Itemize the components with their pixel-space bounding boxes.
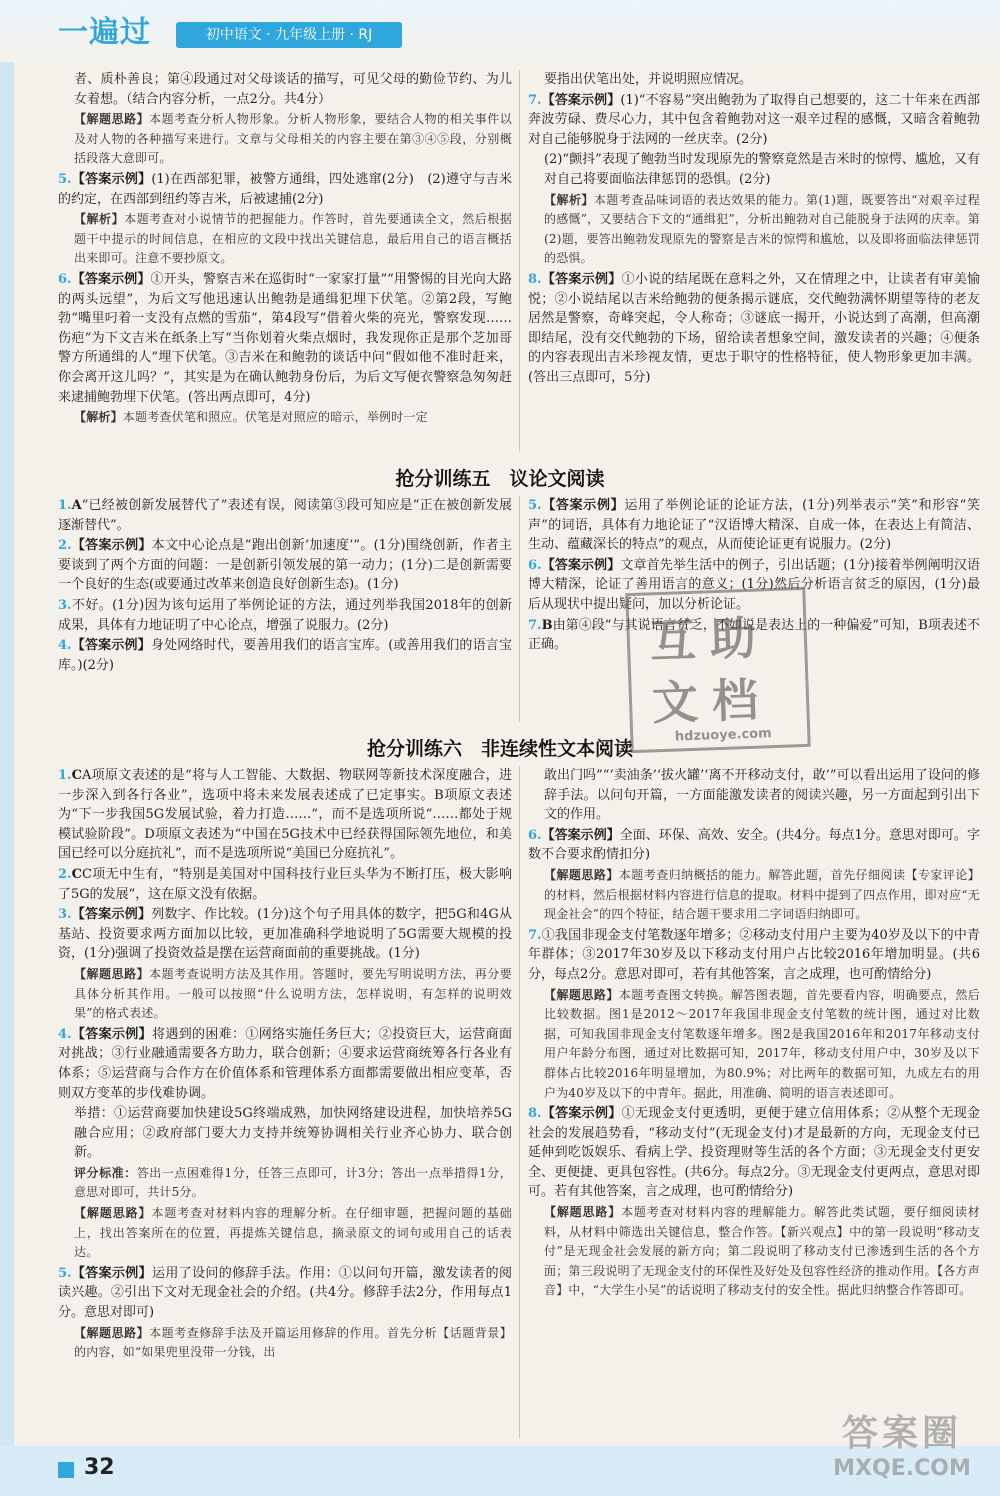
answer-paragraph (528, 70, 980, 90)
answer-paragraph (58, 965, 512, 1024)
answer-paragraph (58, 70, 512, 109)
answer-paragraph (58, 496, 512, 535)
answer-label: 【解析】 (544, 192, 594, 207)
answer-paragraph (58, 110, 512, 169)
answer-label: 【答案示例】 (71, 907, 152, 923)
answer-text: 文章首先举生活中的例子，引出话题；(1分)接着举例阐明汉语博大精深，论证了善用语言的意义；(1分)然后分析语言贫乏的原因，(1分)最后从现状中提出疑问，加以分析论证。 (528, 557, 980, 612)
site-watermark (812, 1405, 992, 1491)
stamp-url: hdzuoye.com (674, 726, 772, 745)
question-number: 5. (58, 1265, 72, 1281)
answer-label: 【解题思路】 (74, 1325, 150, 1340)
question-number: 3. (58, 597, 72, 613)
question-number: 8. (528, 271, 542, 287)
answer-text: C项无中生有，“特别是美国对中国科技行业巨头华为不断打压，极大影响了5G的发展”，这在原文没有依据。 (58, 866, 512, 902)
answer-paragraph (58, 210, 512, 269)
answer-paragraph (58, 1164, 512, 1203)
column-divider (519, 766, 520, 1438)
question-number: 4. (58, 1026, 72, 1042)
answer-text: 本题考查说明方法及其作用。答题时，要先写明说明方法，再分要具体分析其作用。一般可以按照“什么说明方法，怎样说明，有怎样的说明效果”的格式表述。 (74, 966, 512, 1021)
answer-label: 【答案示例】 (541, 557, 621, 573)
answer-paragraph (528, 926, 980, 985)
question-number: 1. (58, 768, 72, 783)
answer-paragraph (528, 496, 980, 555)
answer-paragraph (58, 1104, 512, 1163)
answer-label: A (71, 498, 82, 513)
question-number: 2. (58, 866, 72, 882)
answer-text: 由第④段“与其说语言贫乏，不如说是表达上的一种偏爱”可知，B项表述不正确。 (528, 617, 980, 653)
answer-paragraph (528, 766, 980, 825)
page-number: 32 (84, 1455, 115, 1480)
answer-label: C (71, 768, 82, 783)
answer-paragraph (58, 1264, 512, 1323)
answer-label: 【答案示例】 (541, 498, 625, 513)
answer-label: 【解析】 (74, 212, 125, 227)
answer-text: 本题考查图文转换。解答图表题，首先要看内容，明确要点，然后比较数据。图1是2012～2017年我国非现金支付笔数的统计图，通过对比数据，可知我国非现金支付笔数逐年增多。图2是我国2016年和2017年移动支付用户年龄分布图，通过对比数据可知，2017年，移动支付用户中，30岁及以下群体占比较2016年明显增加，为80.9%；对比两年的数据可知，九成左右的用户为40岁及以下的中青年。据此，用准确、简明的语言表述即可。 (544, 987, 980, 1100)
answer-text: (1)在西部犯罪，被警方通缉，四处逃窜(2分) (2)遵守与吉米的约定，在西部到纽约等吉米，后被逮捕(2分) (58, 171, 512, 207)
answer-paragraph (58, 636, 512, 675)
answer-paragraph (528, 270, 980, 388)
answer-label: 【解题思路】 (74, 966, 150, 981)
top-left-column (58, 70, 512, 429)
answer-label: 【答案示例】 (71, 171, 152, 187)
brand-logo: 一遍过 (58, 15, 151, 50)
answer-label: 【解析】 (74, 410, 123, 425)
stamp-line-2: 文档 (651, 672, 773, 731)
answer-label: 【答案示例】 (71, 638, 151, 654)
answer-text: ①无现金支付更透明，更便于建立信用体系；②从整个无现金社会的发展趋势看，“移动支付”(无现金支付)才是最新的方向，无现金支付已延伸到吃饭娱乐、看病上学、投资理财等生活的各个方面；③无现金支付更安全、更便捷、更具包容性。(共6分。每点2分。③无现金支付更两点，意思对即可。若有其他答案，言之成理，也可酌情给分) (528, 1106, 980, 1200)
watermark-top: 答案圈 (841, 1413, 962, 1454)
answer-paragraph (58, 905, 512, 964)
question-number: 7. (528, 927, 542, 943)
answer-label: 【解题思路】 (544, 1205, 622, 1220)
section-title-6: 抢分训练六 非连续性文本阅读 (366, 738, 633, 760)
answer-label: 【答案示例】 (71, 1026, 152, 1042)
page-marker-icon (58, 1462, 74, 1478)
question-number: 3. (58, 907, 72, 923)
top-right-column (528, 70, 980, 389)
answer-paragraph (58, 536, 512, 595)
mid-left-column (58, 496, 512, 676)
section-title-5: 抢分训练五 议论文阅读 (395, 468, 605, 490)
answer-paragraph (528, 150, 980, 189)
question-number: 5. (528, 498, 542, 513)
answer-label: 【答案示例】 (71, 538, 152, 554)
answer-text: 答出一点困难得1分，任答三点即可，计3分；答出一点举措得1分，意思对即可，共计5分。 (74, 1165, 512, 1200)
answer-paragraph (58, 170, 512, 209)
answer-paragraph (58, 1204, 512, 1263)
answer-text: 本题考查对小说情节的把握能力。作答时，首先要通读全文，然后根据题干中提示的时间信息，在相应的文段中找出关键信息，最后用自己的语言概括出来即可。注意不要抄原文。 (74, 212, 512, 266)
answer-paragraph (528, 826, 980, 865)
answer-label: 【答案示例】 (541, 827, 620, 843)
answer-text: 本题考查对材料内容的理解分析。在仔细审题，把握问题的基础上，找出答案所在的位置，再提炼关键信息，摘录原文的词句或用自己的话表达。 (74, 1206, 512, 1260)
answer-label: B (541, 617, 553, 633)
answer-label: 【解题思路】 (544, 987, 619, 1002)
question-number: 2. (58, 538, 72, 554)
answer-label: 【解题思路】 (74, 1206, 152, 1221)
answer-text: 本题考查修辞手法及开篇运用修辞的作用。首先分析【话题背景】的内容，如“如果兜里没带一分钱，出 (74, 1325, 512, 1360)
answer-paragraph (58, 270, 512, 407)
subject-tag: 初中语文 · 九年级上册 · RJ (176, 22, 402, 48)
column-divider (519, 496, 520, 722)
answer-paragraph (58, 865, 512, 904)
watermark-bottom: MXQE.COM (833, 1456, 971, 1481)
answer-text: ①小说的结尾既在意料之外，又在情理之中，让读者有审美愉悦；②小说结尾以吉米给鲍勃的便条揭示谜底，交代鲍勃满怀期望等待的老友居然是警察，奇峰突起，令人称奇；③谜底一揭开，小说达到了高潮，但高潮即结尾，没有交代鲍勃的下场，留给读者想象空间，激发读者的兴趣；④便条的内容表现出吉米珍视友情，更忠于职守的性格特征，使人物形象更加丰满。(答出三点即可，5分) (528, 271, 980, 385)
answer-text: 敢出门吗”“‘卖油条’‘拔火罐’‘离不开移动支付，敢’”可以看出运用了设问的修辞手法。以问句开篇，一方面能激发读者的阅读兴趣，另一方面起到引出下文的作用。 (544, 768, 980, 823)
answer-paragraph (528, 191, 980, 269)
column-divider (519, 70, 520, 452)
answer-paragraph (528, 91, 980, 150)
question-number: 6. (528, 827, 542, 843)
answer-text: 运用了举例论证的论证方法，(1分)列举表示“笑”和形容“笑声”的词语，具体有力地论证了“汉语博大精深、自成一体，在表达上有简洁、生动、蕴藏深长的特点”的观点，从而使论证更有说服力。(2分) (528, 498, 980, 553)
question-number: 6. (528, 557, 542, 573)
answer-label: 【答案示例】 (541, 1106, 622, 1122)
answer-text: 列数字、作比较。(1分)这个句子用具体的数字，把5G和4G从基站、投资要求两方面加以比较，更加准确科学地说明了5G需要大规模的投资，(1分)强调了投资效益是摆在运营商面前的重要挑战。(1分) (58, 907, 512, 962)
answer-text: 者、质朴善良；第④段通过对父母谈话的描写，可见父母的勤俭节约、为儿女着想。（结合内容分析，一点2分。共4分） (74, 72, 512, 107)
answer-text: 本文中心论点是“跑出创新‘加速度’”。(1分)围绕创新，作者主要谈到了两个方面的问题：一是创新引领发展的第一动力；(1分)二是创新需要一个良好的生态(或要通过改革来创造良好创新生态)。(1分) (58, 538, 512, 593)
answer-text: 本题考查分析人物形象。分析人物形象，要结合人物的相关事件以及对人物的各种描写来进行。文章与父母相关的内容主要在第③④⑤段，分别概括段落大意即可。 (74, 112, 512, 166)
answer-paragraph (528, 986, 980, 1104)
answer-text: 运用了设问的修辞手法。作用：①以问句开篇，激发读者的阅读兴趣。②引出下文对无现金社会的介绍。(共4分。修辞手法2分，作用每点1分。意思对即可) (58, 1265, 512, 1321)
page-header (0, 0, 1000, 62)
answer-paragraph (58, 766, 512, 864)
answer-paragraph (58, 408, 512, 428)
answer-label: 【答案示例】 (541, 271, 622, 287)
answer-paragraph (528, 866, 980, 925)
question-number: 4. (58, 638, 72, 654)
answer-label: 【答案示例】 (71, 1265, 152, 1281)
answer-text: 不好。(1分)因为该句运用了举例论证的方法，通过列举我国2018年的创新成果，具体有力地证明了中心论点，增强了说服力。(2分) (58, 597, 512, 633)
question-number: 7. (528, 92, 542, 108)
answer-text: 本题考查伏笔和照应。伏笔是对照应的暗示，举例时一定 (122, 410, 428, 425)
answer-label: 【解题思路】 (544, 867, 619, 882)
stamp-watermark (625, 587, 810, 753)
answer-label: 【答案示例】 (71, 271, 151, 287)
answer-paragraph (528, 1203, 980, 1301)
answer-text: 将遇到的困难：①网络实施任务巨大；②投资巨大，运营商面对挑战；③行业融通需要各方助力，联合创新；④要求运营商统筹各行各业有体系；⑤运营商与合作方在价值体系和管理体系方面都需要做出相应变革，否则双方变革的步伐难协调。 (58, 1026, 512, 1101)
answer-text: 身处网络时代，要善用我们的语言宝库。(或善用我们的语言宝库。)(2分) (58, 638, 512, 673)
question-number: 1. (58, 498, 72, 513)
answer-text: 本题考查对材料内容的理解能力。解答此类试题，要仔细阅读材料，从材料中筛选出关键信息，整合作答。【新兴观点】中的第一段说明“移动支付”是无现金社会发展的新方向；第二段说明了移动支付已渗透到生活的各个方面；第三段说明了无现金支付的环保性及好处及包容性经济的推动作用。【各方声音】中，“大学生小吴”的话说明了移动支付的安全性。据此归纳整合作答即可。 (544, 1205, 981, 1298)
answer-label: 评分标准： (74, 1165, 137, 1180)
answer-label: C (71, 866, 82, 882)
answer-text: 全面、环保、高效、安全。(共4分。每点1分。意思对即可。字数不合要求酌情扣分) (528, 827, 980, 863)
answer-label: 【答案示例】 (541, 92, 621, 108)
answer-paragraph (58, 1324, 512, 1363)
question-number: 6. (58, 271, 72, 287)
stamp-line-1: 互助 (649, 610, 771, 669)
answer-text: ①开头，警察吉米在巡街时“一家家打量”“用警惕的目光向大路的两头远望”，为后文写他迅速认出鲍勃是通缉犯埋下伏笔。②第2段，写鲍勃“嘴里叼着一支没有点燃的雪茄”，第4段写“借着火柴的亮光，警察发现……伤疤”为下文吉米在纸条上写“当你划着火柴点烟时，我发现你正是那个芝加哥警方所通缉的人”埋下伏笔。③吉米在和鲍勃的谈话中问“假如他不准时赶来，你会离开这儿吗？”，其实是为在确认鲍勃身份后，为后文写便衣警察急匆匆赶来逮捕鲍勃埋下伏笔。(答出两点即可，4分) (58, 271, 512, 405)
bottom-left-column (58, 766, 512, 1364)
bottom-right-column (528, 766, 980, 1302)
answer-text: 要指出伏笔出处，并说明照应情况。 (544, 72, 753, 87)
answer-text: 本题考查品味词语的表达效果的能力。第(1)题，既要答出“对艰辛过程的感慨”，又要结合下文的“通缉犯”，分析出鲍勃对自己能脱身于法网的庆幸。第(2)题，要答出鲍勃发现原先的警察是吉米的惊愕和尴尬，以及即将面临法律惩罚的恐惧。 (544, 192, 980, 266)
answer-text: 举措：①运营商要加快建设5G终端成熟，加快网络建设进程，加快培养5G融合应用；②政府部门要大力支持并统筹协调相关行业齐心协力、联合创新。 (74, 1106, 512, 1161)
answer-text: (1)“不容易”突出鲍勃为了取得自己想要的，这二十年来在西部奔波劳碌、费尽心力，其中包含着鲍勃对这一艰辛过程的感慨，又暗含着鲍勃对自己能够脱身于法网的一丝庆幸。(2分) (528, 92, 980, 147)
answer-text: A项原文表述的是“将与人工智能、大数据、物联网等新技术深度融合，进一步深入到各行各业”，选项中将未来发展表述成了已定事实。B项原文表述为“下一步我国5G发展试验，着力打造……”，而不是选项所说“……都处于规模试验阶段”。D项原文表述为“中国在5G技术中已经获得国际领先地位，和美国已经可以分庭抗礼”，而不是选项所说“美国已分庭抗礼”。 (58, 768, 512, 862)
question-number: 5. (58, 171, 72, 187)
answer-paragraph (58, 1025, 512, 1103)
question-number: 8. (528, 1106, 542, 1122)
answer-paragraph (58, 596, 512, 635)
answer-label: 【解题思路】 (74, 112, 150, 127)
answer-paragraph (528, 1104, 980, 1202)
answer-text: (2)“颤抖”表现了鲍勃当时发现原先的警察竟然是吉米时的惊愕、尴尬，又有对自己将要面临法律惩罚的恐惧。(2分) (544, 152, 980, 187)
answer-text: “已经被创新发展替代了”表述有误，阅读第③段可知应是“正在被创新发展逐渐替代”。 (58, 498, 512, 533)
answer-text: ①我国非现金支付笔数逐年增多；②移动支付用户主要为40岁及以下的中青年群体；③2017年30岁及以下移动支付用户占比较2016年增加明显。(共6分，每点2分。意思对即可，若有其他答案，言之成理，也可酌情给分) (528, 927, 980, 982)
question-number: 7. (528, 617, 542, 633)
answer-text: 本题考查归纳概括的能力。解答此题，首先仔细阅读【专家评论】的材料，然后根据材料内容进行信息的提取。材料中提到了四点作用，即对应“无现金社会”的四个特征，结合题干要求用二字词语归纳即可。 (544, 867, 980, 922)
